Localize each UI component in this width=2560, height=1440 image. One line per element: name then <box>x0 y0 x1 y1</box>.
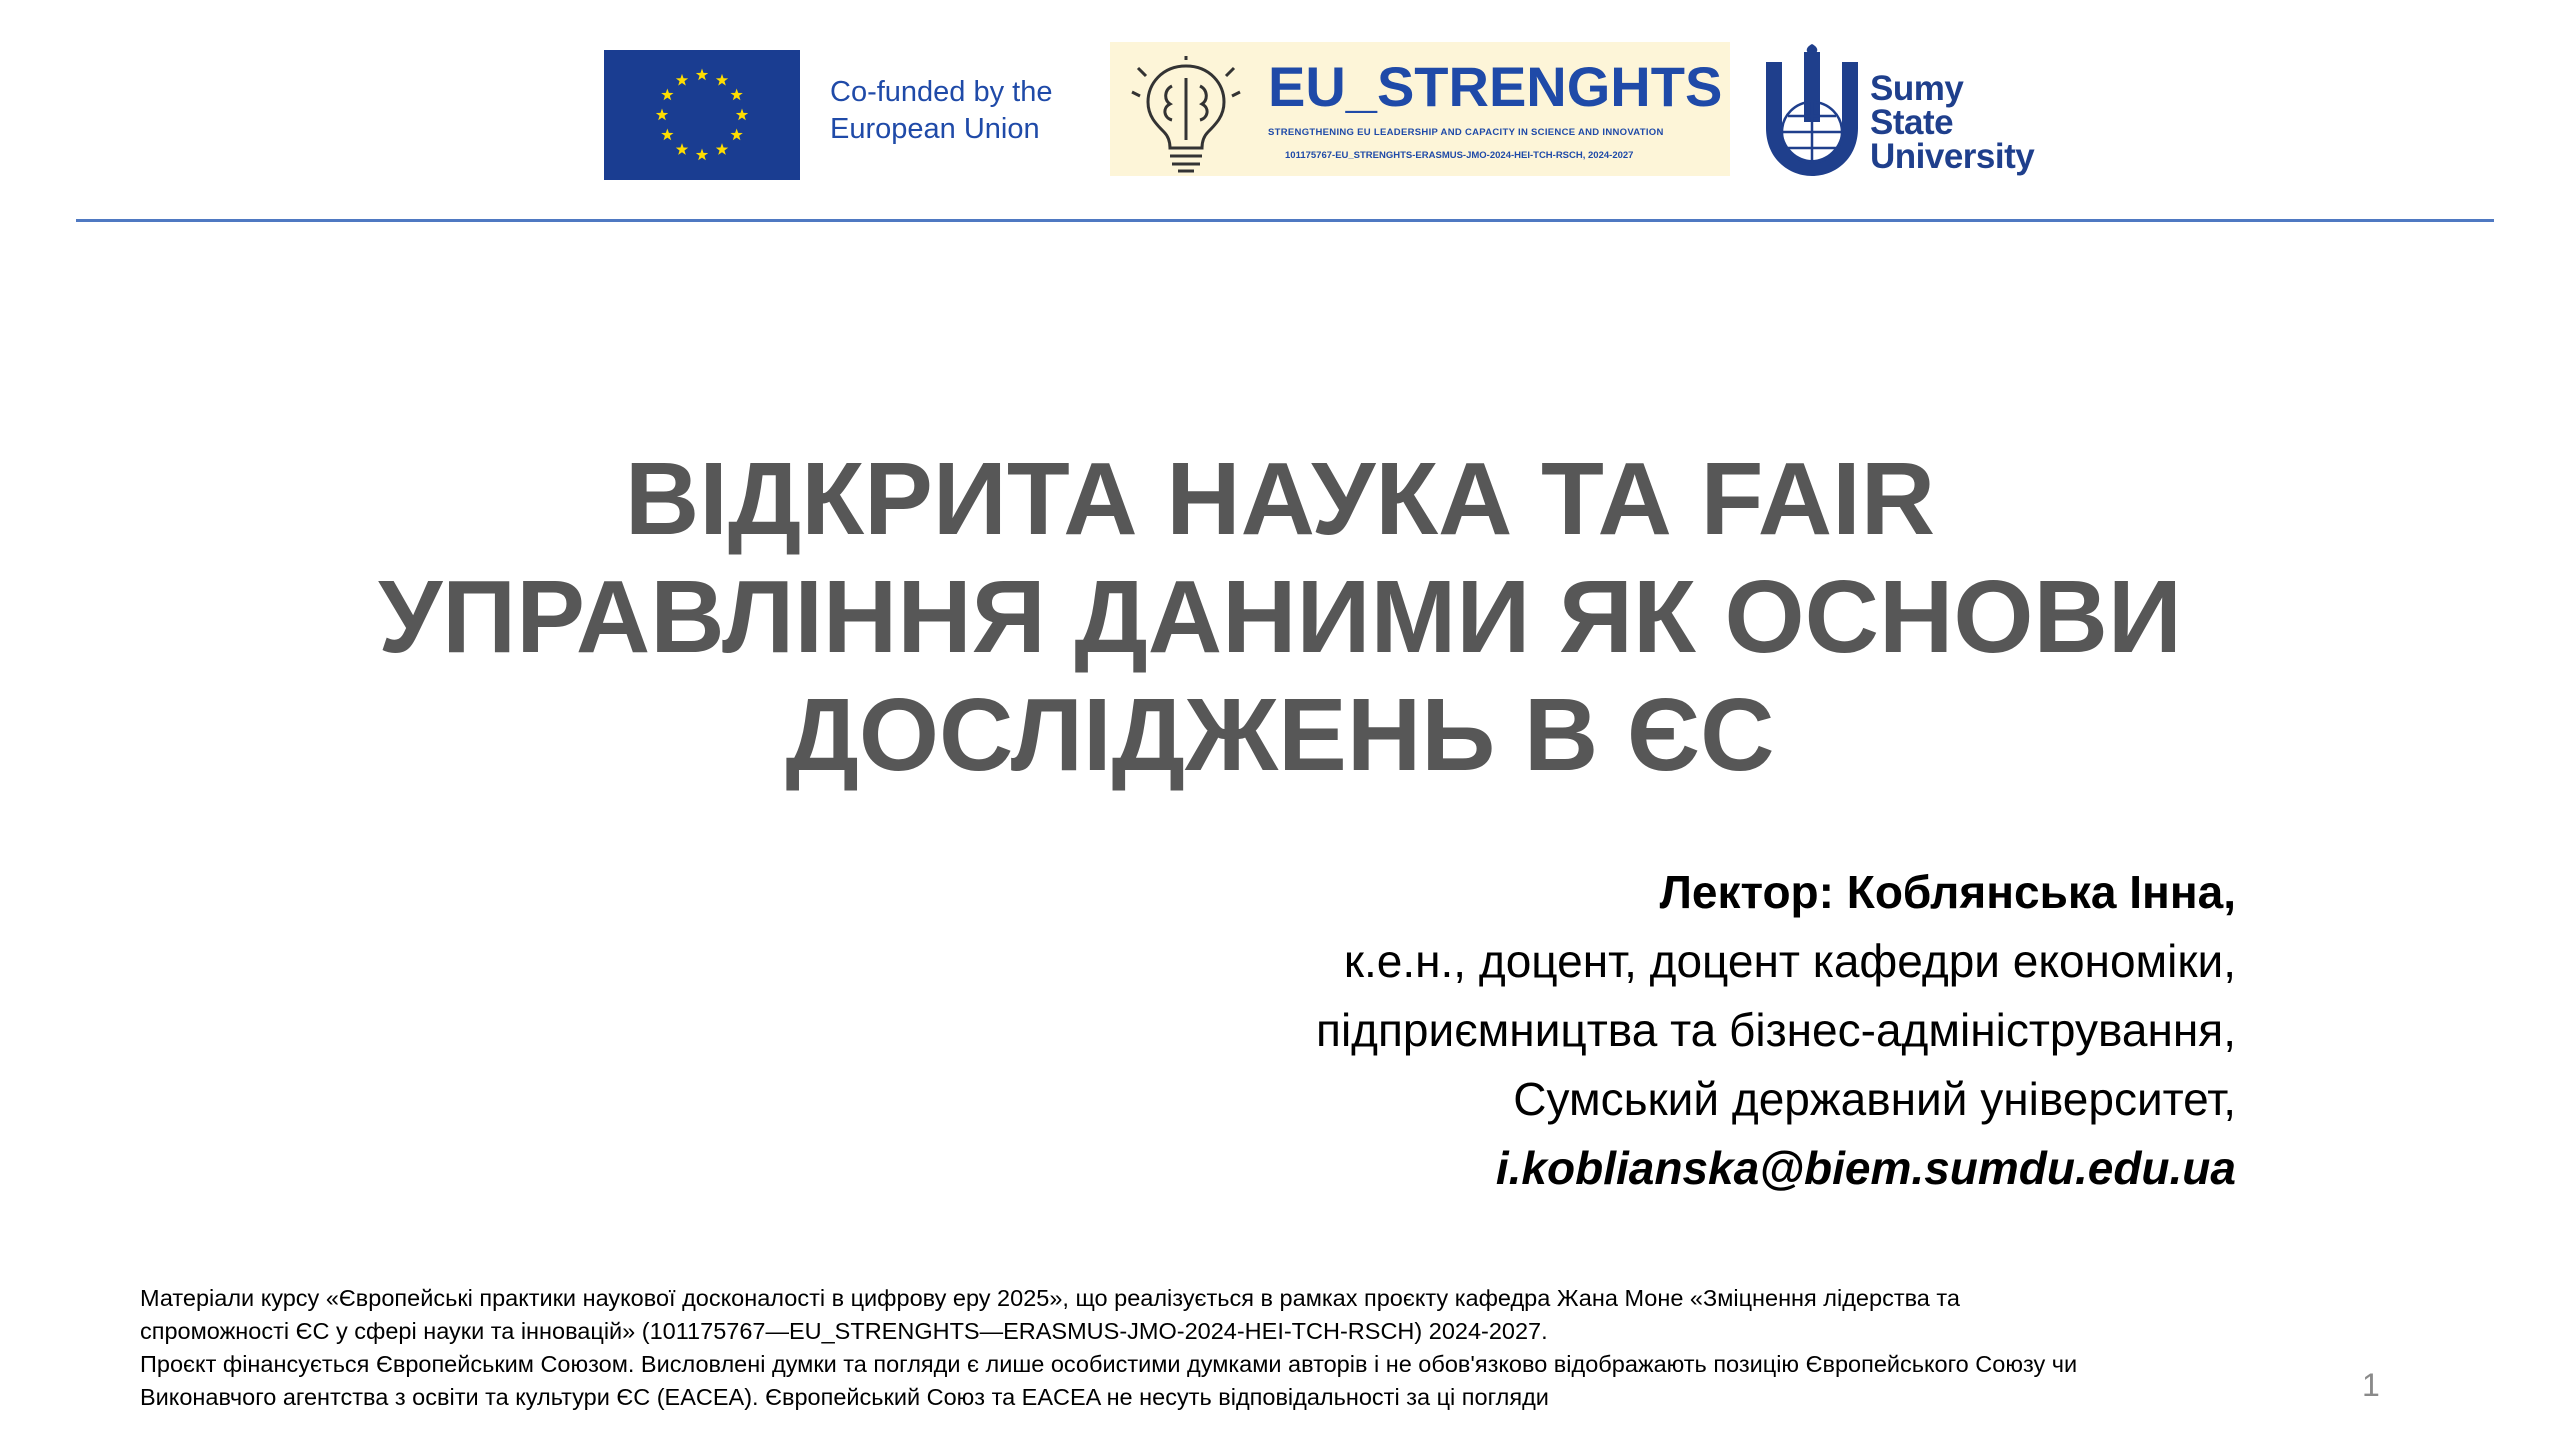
eu-star-icon <box>676 74 688 86</box>
project-subtitle: STRENGTHENING EU LEADERSHIP AND CAPACITY IN SCIENCE AND INNOVATION <box>1268 127 1664 138</box>
sumy-state-university-logo <box>1752 44 1872 182</box>
cofunded-line2: European Union <box>830 113 1040 145</box>
eu-star-icon <box>736 109 748 121</box>
footer-line2: спроможності ЄС у сфері науки та інновацій» (101175767—EU_STRENGHTS—ERASMUS-JMO-2024-HEI-TCH-RSCH) 2024-2027. <box>140 1318 1548 1344</box>
eu-flag-icon <box>604 50 800 180</box>
lecturer-info <box>1316 858 2236 1203</box>
lecturer-degree: к.е.н., доцент, доцент кафедри економіки, <box>1343 935 2236 987</box>
cofunded-label <box>830 74 1130 148</box>
eu-star-icon <box>656 109 668 121</box>
slide-title <box>200 440 2360 794</box>
eu-star-icon <box>716 143 728 155</box>
eu-star-icon <box>696 149 708 161</box>
footer-line1: Матеріали курсу «Європейські практики наукової досконалості в цифрову еру 2025», що реалізується в рамках проєкту кафедра Жана Моне «Зміцнення лідерства та <box>140 1285 1960 1311</box>
university-line2: State <box>1870 103 1954 142</box>
lecturer-department: підприємництва та бізнес-адміністрування, <box>1316 1004 2236 1056</box>
university-name <box>1870 69 2035 176</box>
header-divider <box>76 219 2494 222</box>
page-number: 1 <box>2362 1367 2380 1403</box>
eu-star-icon <box>730 89 742 101</box>
footer-disclaimer <box>140 1282 2370 1414</box>
title-line1: ВІДКРИТА НАУКА ТА FAIR <box>624 441 1936 556</box>
project-title: EU_STRENGHTS <box>1268 55 1723 118</box>
cofunded-line1: Co-funded by the <box>830 76 1053 108</box>
lecturer-email: i.koblianska@biem.sumdu.edu.ua <box>1495 1142 2236 1194</box>
eu-star-icon <box>661 89 673 101</box>
eu-star-icon <box>661 129 673 141</box>
footer-line3: Проєкт фінансується Європейським Союзом. Висловлені думки та погляди є лише особистими думками авторів і не обов'язково відображають позицію Європейського Союзу чи <box>140 1351 2078 1377</box>
eu-star-icon <box>730 129 742 141</box>
lecturer-university: Сумський державний університет, <box>1513 1073 2236 1125</box>
eu-star-icon <box>716 74 728 86</box>
lecturer-name: Лектор: Коблянська Інна, <box>1659 866 2236 918</box>
footer-line4: Виконавчого агентства з освіти та культури ЄС (EACEA). Європейський Союз та EACEA не несуть відповідальності за ці погляди <box>140 1384 1549 1410</box>
university-line1: Sumy <box>1870 69 1964 108</box>
university-line3: University <box>1870 137 2035 176</box>
lightbulb-brain-icon <box>1130 56 1242 174</box>
eu-star-icon <box>696 69 708 81</box>
title-line2: УПРАВЛІННЯ ДАНИМИ ЯК ОСНОВИ <box>378 559 2182 674</box>
title-line3: ДОСЛІДЖЕНЬ В ЄС <box>785 677 1775 792</box>
eu-star-icon <box>676 143 688 155</box>
project-code: 101175767-EU_STRENGHTS-ERASMUS-JMO-2024-HEI-TCH-RSCH, 2024-2027 <box>1285 150 1634 161</box>
